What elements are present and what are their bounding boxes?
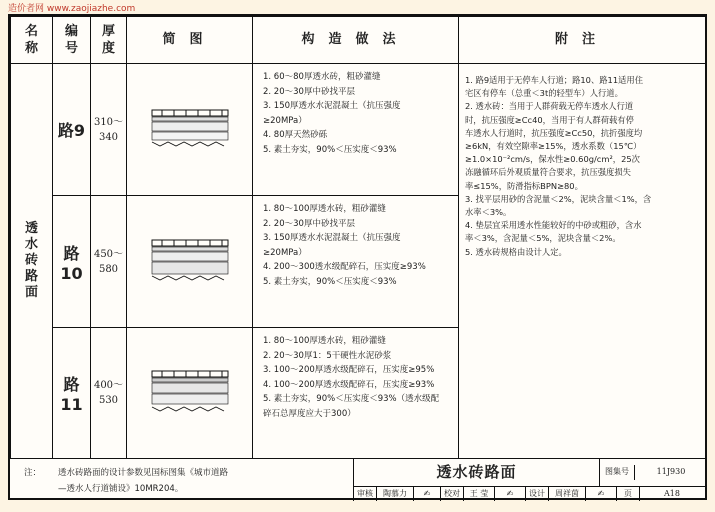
row-code: 路11 — [53, 328, 91, 459]
row-thickness: 310～ 340 — [91, 64, 127, 196]
drawing-sheet — [8, 14, 707, 500]
header-thickness: 厚度 — [91, 17, 127, 64]
layers-cell: 1. 60～80厚透水砖，粗砂灌缝 2. 20～30厚中砂找平层 3. 150厚透水水泥混凝土（抗压强度 ≥20MPa） 4. 80厚天然砂砾 5. 素土夯实，90%＜压实度＜93% — [253, 64, 459, 196]
header-name: 名称 — [11, 17, 53, 64]
section-diagram — [127, 196, 253, 328]
category-cell: 透水砖路面 — [11, 64, 53, 459]
header-code: 编号 — [53, 17, 91, 64]
design-label: 设计 — [526, 487, 549, 501]
header-layers: 构造做法 — [253, 17, 459, 64]
bottom-strip — [10, 458, 705, 501]
page-value: A18 — [664, 489, 680, 498]
row-code: 路10 — [53, 196, 91, 328]
reviewer-name: 陶慕力 — [377, 487, 414, 501]
set-value: 11J930 — [656, 467, 686, 476]
construction-table — [10, 16, 706, 459]
watermark: 造价者网 www.zaojiazhe.com — [8, 4, 136, 14]
header-diagram: 简图 — [127, 17, 253, 64]
pavement-section-icon — [150, 108, 230, 148]
notes-cell: 1. 路9适用于无停车人行道；路10、路11适用住 宅区有停车（总重＜3t的轻型车）人行道。 2. 透水砖：当用于人群荷载无停车透水人行道 时，抗压强度≥Cc40，当用于有人群荷载有停 车透水人行道时，抗压强度≥Cc50，抗折强度均 ≥6kN，有效空隙率≥15%，透水系数（15℃） ≥1.0×10⁻²cm/s，保水性≥0.60g/cm²，25次 冻融循环后外观质量符合要求，抗压强度损失 率≤15%，防滑指标BPN≥80。 3. 找平层用砂的含泥量＜2%，泥块含量＜1%，含 水率＜3%。 4. 垫层宜采用透水性能较好的中砂或粗砂，含水 率＜3%，含泥量＜5%，泥块含量＜2%。 5. 透水砖规格由设计人定。 — [459, 64, 706, 459]
pavement-section-icon — [150, 238, 230, 282]
title-block — [353, 459, 706, 501]
set-label: 图集号 — [600, 465, 635, 480]
row-thickness: 450～ 580 — [91, 196, 127, 328]
designer-name: 周祥茵 — [549, 487, 586, 501]
page-label: 页 — [617, 487, 640, 501]
section-diagram — [127, 64, 253, 196]
signature-row — [354, 487, 706, 501]
row-thickness: 400～ 530 — [91, 328, 127, 459]
layers-cell: 1. 80～100厚透水砖，粗砂灌缝 2. 20～30厚中砂找平层 3. 150厚透水水泥混凝土（抗压强度 ≥20MPa） 4. 200～300透水级配碎石，压实度≥93% 5. 素土夯实，90%＜压实度＜93% — [253, 196, 459, 328]
designer-signature: ✍ — [586, 487, 617, 501]
row-code: 路9 — [53, 64, 91, 196]
check-label: 校对 — [441, 487, 464, 501]
header-notes: 附注 — [459, 17, 706, 64]
drawing-title: 透水砖路面 — [354, 459, 600, 487]
pavement-section-icon — [150, 369, 230, 413]
title-meta — [600, 459, 706, 487]
footnote-label: 注： — [24, 468, 42, 478]
checker-signature: ✍ — [495, 487, 526, 501]
section-diagram — [127, 328, 253, 459]
table-row-road9 — [11, 64, 706, 196]
review-label: 审核 — [354, 487, 377, 501]
layers-cell: 1. 80～100厚透水砖，粗砂灌缝 2. 20～30厚1：5干硬性水泥砂浆 3. 100～200厚透水级配碎石，压实度≥95% 4. 100～200厚透水级配碎石，压实度≥93% 5. 素土夯实，90%＜压实度＜93%（透水级配 碎石总厚度应大于300） — [253, 328, 459, 459]
reviewer-signature: ✍ — [414, 487, 441, 501]
footnote-text: 透水砖路面的设计参数见国标图集《城市道路 —透水人行道铺设》10MR204。 — [58, 468, 229, 494]
checker-name: 王 莹 — [464, 487, 495, 501]
